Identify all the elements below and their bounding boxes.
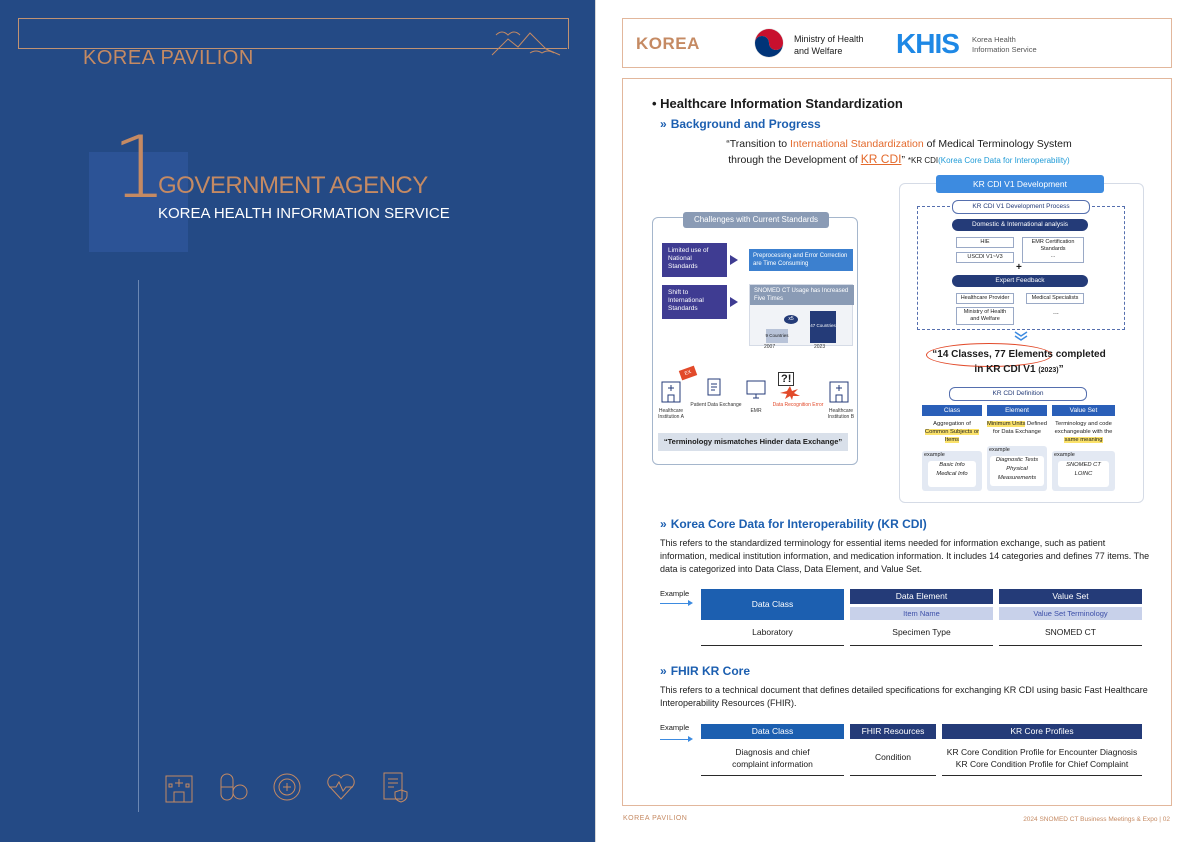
fhir-paragraph: This refers to a technical document that defines detailed specifications for exchanging KR CDI using basic Fast Healthcare Interoperability Resources (FHIR). (660, 685, 1148, 708)
uscdi-box: USCDI V1~V3 (956, 252, 1014, 263)
specialists-box: Medical Specialists (1026, 293, 1084, 304)
desc-class (922, 420, 982, 444)
heading-fhir (660, 664, 750, 678)
th-data-class: Data Class (701, 724, 844, 739)
row-divider (850, 645, 993, 646)
expert-pill: Expert Feedback (952, 275, 1088, 287)
hospital-b-icon (828, 378, 850, 404)
emr-label: EMR (750, 408, 762, 414)
example-label: example (924, 452, 945, 458)
completed-text (919, 347, 1119, 378)
example-item: Diagnostic Tests (995, 457, 1039, 463)
document-icon (706, 378, 722, 396)
example-item: LOINC (1074, 471, 1093, 477)
footer-left: KOREA PAVILION (623, 815, 688, 822)
desc-element-highlight: Minimum Units (987, 421, 1026, 427)
completed-year: (2023) (1038, 367, 1059, 374)
hospital-icon (163, 770, 195, 804)
completed-quote: ” (1058, 364, 1064, 375)
ministry-logo-icon (754, 28, 784, 58)
th-value-set: Value Set (999, 589, 1142, 604)
table-cell-line: KR Core Condition Profile for Chief Complaint (955, 759, 1129, 769)
desc-value (1052, 420, 1115, 444)
bottom-icons (163, 770, 411, 804)
table-cell (942, 746, 1142, 770)
hie-box: HIE (956, 237, 1014, 248)
table-cell-line: complaint information (732, 759, 813, 769)
provider-box: Healthcare Provider (956, 293, 1014, 304)
th-value-set-term: Value Set Terminology (999, 607, 1142, 620)
example-item: SNOMED CT (1066, 462, 1101, 468)
heading-background-progress (660, 117, 821, 131)
challenges-title: Challenges with Current Standards (683, 212, 829, 228)
dev-title: KR CDI V1 Development (936, 175, 1104, 193)
plus-icon: + (1016, 262, 1022, 273)
table-cell-line: KR Core Condition Profile for Encounter Diagnosis (946, 747, 1138, 757)
year-2023: 2023 (814, 344, 826, 350)
col-class: Class (922, 405, 982, 416)
example-element-inner (990, 456, 1044, 486)
medical-cross-icon (271, 770, 303, 804)
chevron-right-icon: » (660, 117, 667, 131)
error-burst-icon (779, 386, 801, 400)
document-shield-icon (379, 770, 411, 804)
emr-cert-text: EMR Certification Standards (1031, 239, 1075, 252)
quote-text: ” (901, 154, 905, 166)
th-data-class: Data Class (701, 589, 844, 620)
table-cell: SNOMED CT (1045, 627, 1096, 637)
quote-text: of Medical Terminology System (923, 138, 1072, 150)
process-title: KR CDI V1 Development Process (952, 200, 1090, 214)
domestic-pill: Domestic & International analysis (952, 219, 1088, 231)
ministry-line1: Ministry of Health (794, 34, 864, 44)
col-value: Value Set (1052, 405, 1115, 416)
korea-logo: KOREA (636, 34, 700, 53)
table-cell: Condition (875, 752, 911, 762)
top-frame (18, 18, 569, 49)
exchange-label: Patient Data Exchange (690, 402, 742, 408)
confused-icon: ?! (778, 372, 794, 386)
heading-krcdi (660, 517, 927, 531)
desc-value-highlight: same meaning (1064, 437, 1103, 443)
desc-class-text: Aggregation of (933, 421, 971, 427)
khis-line1: Korea Health (972, 35, 1016, 44)
section-number: 1 (112, 118, 167, 218)
arrow-right-icon (660, 739, 690, 740)
table-cell: Specimen Type (892, 627, 951, 637)
arrow-right-icon (660, 603, 690, 604)
table-cell-line: Diagnosis and chief (735, 747, 810, 757)
challenge-left-2: Shift to International Standards (662, 285, 727, 319)
row-divider (701, 775, 844, 776)
example-label: example (989, 447, 1010, 453)
example-label: example (1054, 452, 1075, 458)
ministry-box: Ministry of Health and Welfare (956, 307, 1014, 325)
th-fhir-resources: FHIR Resources (850, 724, 936, 739)
table-cell (701, 746, 844, 770)
quote-note: *KR CDI (907, 156, 939, 165)
th-profiles: KR Core Profiles (942, 724, 1142, 739)
row-divider (942, 775, 1142, 776)
mountain-cloud-icon (490, 25, 562, 59)
emr-cert-box (1022, 237, 1084, 263)
krcdi-paragraph: This refers to the standardized terminology for essential items needed for information exchange, such as patient information, medical institution information, and medication information. It includes 14 categories and defines 77 items. The data is categorized into Data Class, Data Element, and Value Set. (660, 538, 1150, 574)
error-label: Data Recognition Error (772, 402, 824, 408)
x5-badge: x5 (784, 315, 798, 324)
ministry-name (794, 33, 864, 57)
institution-a-label: Healthcare Institution A (658, 408, 684, 420)
ministry-line2: and Welfare (794, 46, 843, 56)
challenge-right-2-text: SNOMED CT Usage has Increased Five Times (750, 285, 854, 305)
section-title-text: Healthcare Information Standardization (660, 96, 903, 111)
example-class-inner (928, 461, 976, 487)
th-data-element: Data Element (850, 589, 993, 604)
ellipsis: ... (1050, 253, 1056, 259)
example-item: Basic Info (939, 462, 965, 468)
desc-element (987, 420, 1047, 436)
quote-highlight: International Standardization (790, 138, 924, 150)
example-value (1052, 451, 1115, 491)
heading-text: FHIR KR Core (670, 664, 751, 678)
khis-logo: KHIS (896, 28, 959, 59)
example-label: Example (660, 723, 690, 732)
khis-line2: Information Service (972, 45, 1037, 54)
example-class (922, 451, 982, 491)
year-2007: 2007 (764, 344, 776, 350)
row-divider (701, 645, 844, 646)
example-value-inner (1058, 461, 1109, 487)
chevron-down-icon (1014, 331, 1028, 341)
chevron-right-icon: » (660, 517, 667, 531)
vertical-divider (138, 280, 139, 812)
quote-highlight: KR CDI (860, 152, 902, 166)
example-item: Medical Info (936, 471, 968, 477)
completed-line1: “14 Classes, 77 Elements completed (932, 349, 1106, 360)
ex-tag: EX (679, 366, 697, 381)
desc-class-highlight: Common Subjects or Items (924, 429, 980, 443)
khis-name (972, 35, 1037, 55)
left-panel (0, 0, 595, 842)
quote (704, 137, 1094, 168)
right-panel (596, 0, 1191, 842)
th-item-name: Item Name (850, 607, 993, 620)
section-title: • Healthcare Information Standardization (652, 96, 903, 111)
col-element: Element (987, 405, 1047, 416)
heading-text: Background and Progress (670, 117, 821, 131)
ellipsis: ... (1053, 309, 1059, 316)
chevron-right-icon: » (660, 664, 667, 678)
desc-value-text: Terminology and code exchangeable with the (1054, 421, 1113, 435)
quote-text: through the Development of (728, 154, 861, 166)
heading-text: Korea Core Data for Interoperability (KR CDI) (670, 517, 927, 531)
pills-icon (217, 770, 249, 804)
computer-icon (745, 378, 767, 400)
example-element (987, 446, 1047, 491)
example-item: Physical Measurements (997, 466, 1037, 481)
agency-title: GOVERNMENT AGENCY (158, 172, 428, 199)
pavilion-title: KOREA PAVILION (83, 47, 254, 69)
count-2007: 9 Countries (765, 333, 789, 338)
definition-title: KR CDI Definition (949, 387, 1087, 401)
table-cell: Laboratory (752, 627, 793, 637)
count-2023: 47 Countries (810, 323, 836, 328)
arrow-right-icon (730, 255, 738, 265)
quote-text: “Transition to (726, 138, 791, 150)
completed-line2: in KR CDI V1 (974, 364, 1036, 375)
footer-right: 2024 SNOMED CT Business Meetings & Expo | 02 (1023, 816, 1170, 823)
desc-element-text: Defined for Data Exchange (992, 421, 1047, 435)
mismatch-note: “Terminology mismatches Hinder data Exchange” (658, 433, 848, 451)
heart-rate-icon (325, 770, 357, 804)
institution-b-label: Healthcare Institution B (827, 408, 855, 420)
agency-subtitle: KOREA HEALTH INFORMATION SERVICE (158, 205, 450, 222)
quote-note-highlight: (Korea Core Data for Interoperability) (938, 156, 1070, 165)
row-divider (999, 645, 1142, 646)
row-divider (850, 775, 936, 776)
challenge-left-1: Limited use of National Standards (662, 243, 727, 277)
arrow-right-icon (730, 297, 738, 307)
hospital-a-icon (660, 378, 682, 404)
example-label: Example (660, 589, 690, 598)
challenge-right-2 (749, 284, 853, 346)
challenge-right-1: Preprocessing and Error Correction are Time Consuming (749, 249, 853, 271)
